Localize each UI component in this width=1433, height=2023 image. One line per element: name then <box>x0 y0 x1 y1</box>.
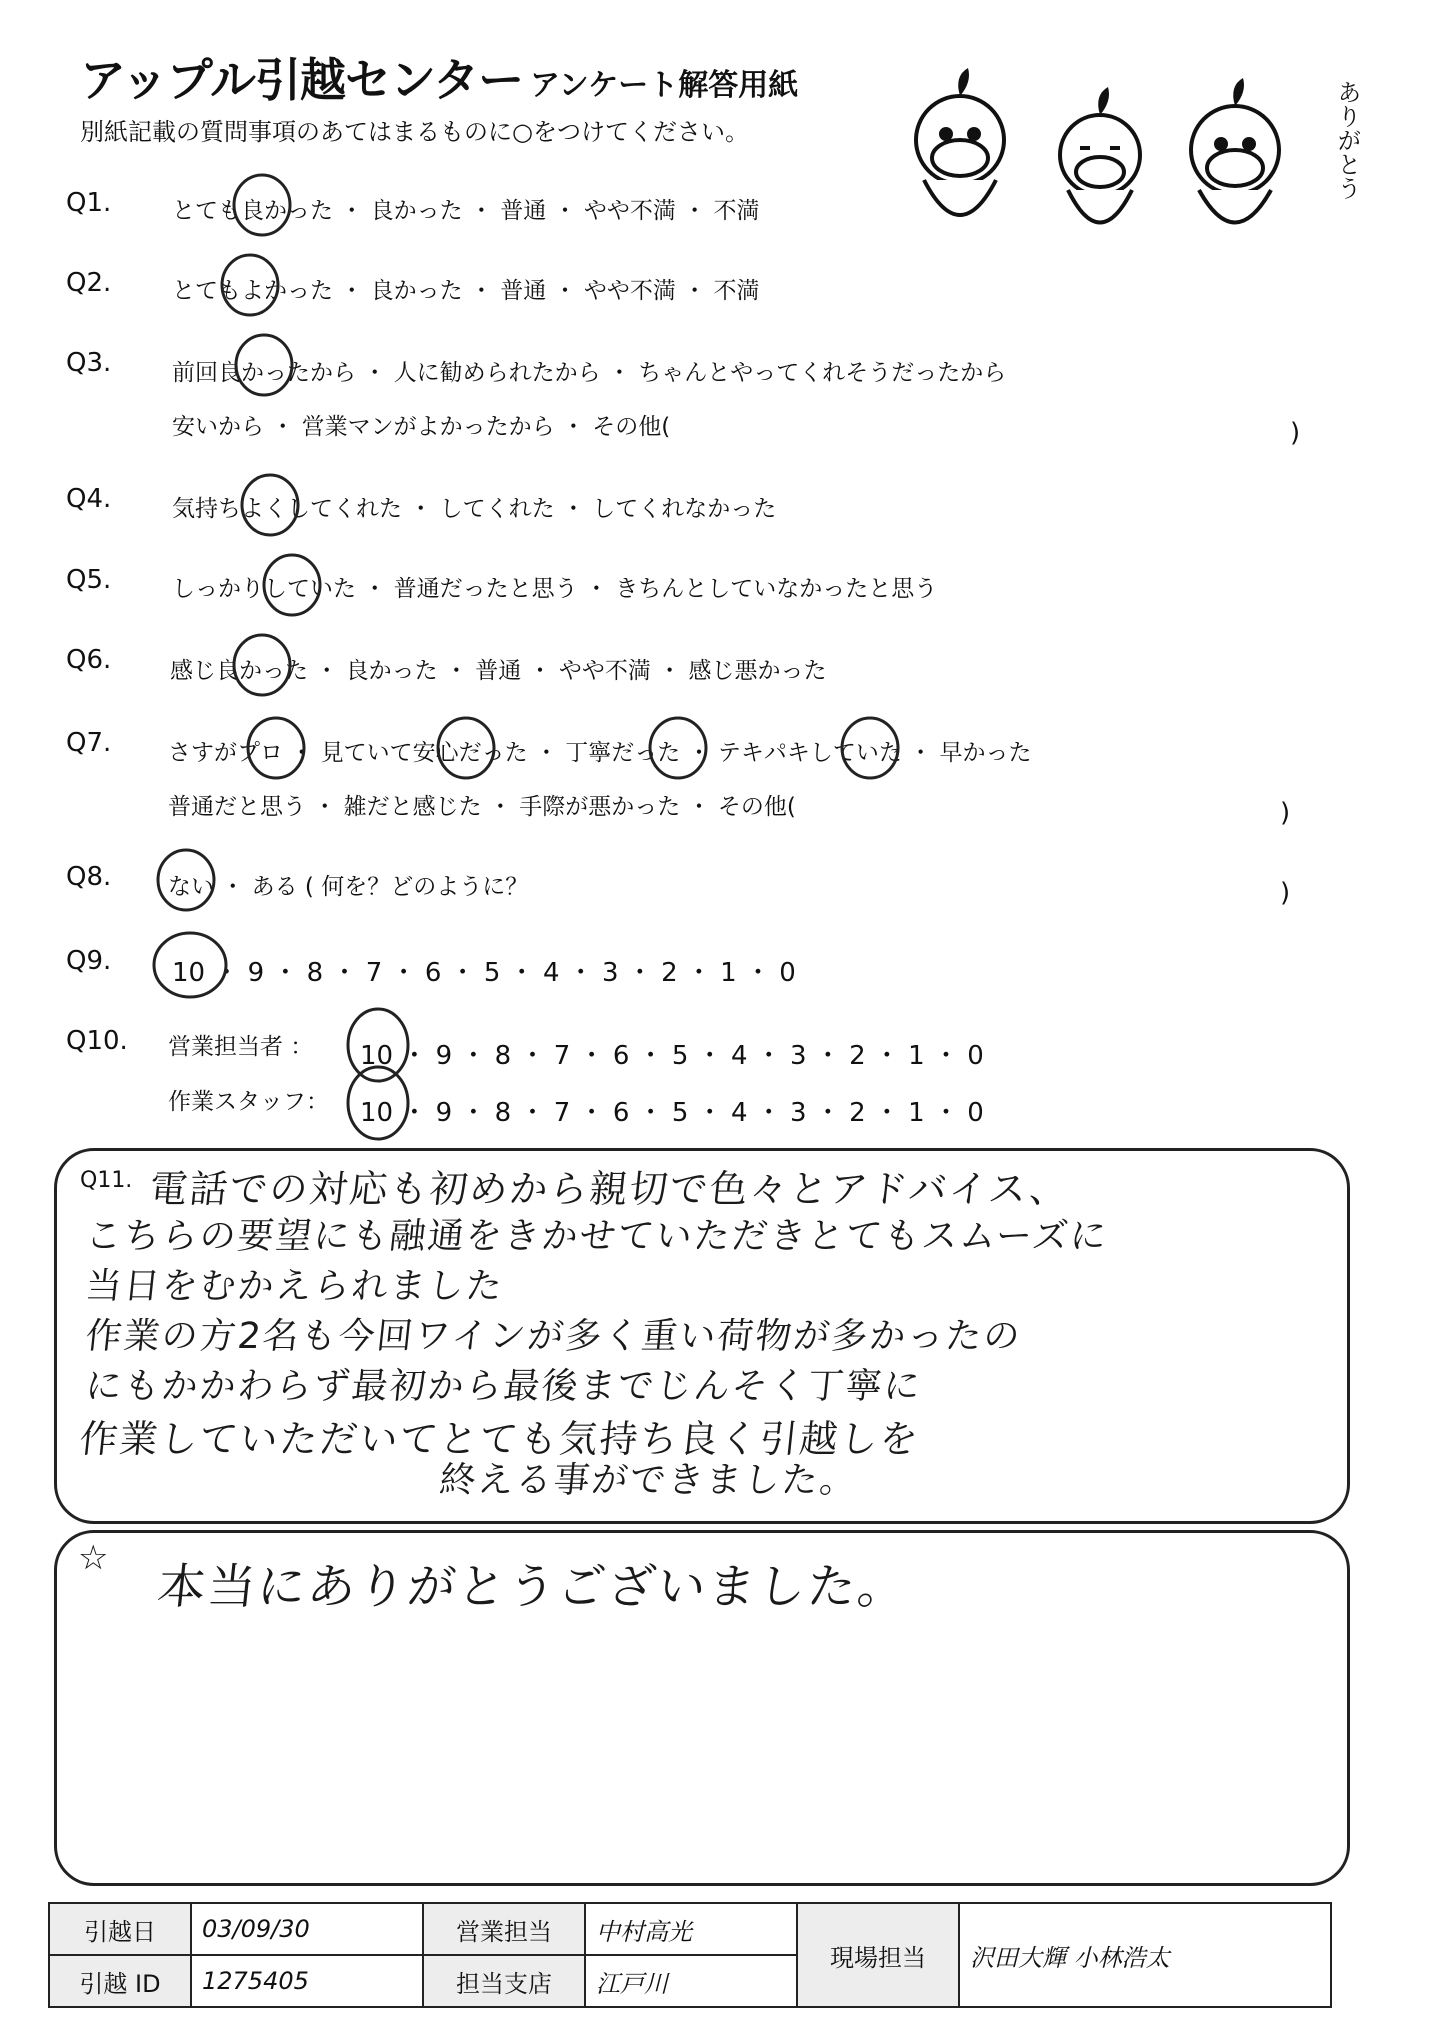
q11-line-4: 作業の方2名も今回ワインが多く重い荷物が多かったの <box>83 1316 1024 1357</box>
star-icon: ☆ <box>78 1538 109 1578</box>
q8-close-paren: ) <box>1280 878 1291 908</box>
q8-answer-circle <box>158 850 214 910</box>
q1-label: Q1. <box>66 188 112 218</box>
q8-options: ない ・ ある ( 何を？どのように？ <box>168 874 529 900</box>
q10-sales-answer-circle <box>348 1009 408 1081</box>
extra-comment-text: 本当にありがとうございました。 <box>154 1559 911 1615</box>
q3-answer-circle <box>236 335 292 395</box>
q7-options-line2: 普通だと思う ・ 雑だと感じた ・ 手際が悪かった ・ その他( <box>168 794 796 820</box>
branch-label: 担当支店 <box>423 1955 585 2007</box>
move-info-table <box>48 1902 1332 2008</box>
company-title: アップル引越センター <box>80 53 524 107</box>
q7-answer-circle-3 <box>650 718 706 778</box>
q3-options-line2: 安いから ・ 営業マンがよかったから ・ その他( <box>172 414 671 440</box>
q4-options: 気持ちよくしてくれた ・ してくれた ・ してくれなかった <box>172 496 777 522</box>
q7-answer-circle-1 <box>248 718 304 778</box>
site-staff-names: 沢田大輝 小林浩太 <box>959 1903 1331 2007</box>
q6-label: Q6. <box>66 645 112 675</box>
branch-name: 江戸川 <box>585 1955 797 2007</box>
q3-close-paren: ) <box>1290 418 1301 448</box>
q1-answer-circle <box>234 175 290 235</box>
sales-rep-name: 中村高光 <box>585 1903 797 1955</box>
q7-answer-circle-4 <box>842 718 898 778</box>
move-id-value: 1275405 <box>191 1955 423 2007</box>
q6-answer-circle <box>234 635 290 695</box>
q10-sales-label: 営業担当者 ： <box>168 1034 314 1060</box>
q5-options: しっかりしていた ・ 普通だったと思う ・ きちんとしていなかったと思う <box>172 576 938 602</box>
q10-staff-answer-circle <box>348 1067 408 1139</box>
q7-answer-circle-2 <box>438 718 494 778</box>
q9-answer-circle <box>154 933 226 997</box>
q10-sales-scale: 10 ・ 9 ・ 8 ・ 7 ・ 6 ・ 5 ・ 4 ・ 3 ・ 2 ・ 1 ・ 0 <box>360 1041 984 1071</box>
move-date-value: 03/09/30 <box>191 1903 423 1955</box>
q2-label: Q2. <box>66 268 112 298</box>
q11-line-7: 終える事ができました。 <box>437 1460 860 1501</box>
q11-label: Q11. <box>80 1168 133 1193</box>
q7-options-line1: さすがプロ ・ 見ていて安心だった ・ 丁寧だった ・ テキパキしていた ・ 早かった <box>168 740 1032 766</box>
q5-label: Q5. <box>66 565 112 595</box>
move-date-label: 引越日 <box>49 1903 191 1955</box>
q11-line-6: 作業していただいてとても気持ち良く引越しを <box>77 1417 922 1461</box>
q10-staff-label: 作業スタッフ： <box>168 1089 329 1115</box>
q11-line-1: 電話での対応も初めから親切で色々とアドバイス、 <box>147 1167 1072 1211</box>
q11-line-5: にもかかわらず最初から最後までじんそく丁寧に <box>83 1366 924 1407</box>
q9-scale: 10 ・ 9 ・ 8 ・ 7 ・ 6 ・ 5 ・ 4 ・ 3 ・ 2 ・ 1 ・ 0 <box>172 958 796 988</box>
move-id-label: 引越 ID <box>49 1955 191 2007</box>
q10-staff-scale: 10 ・ 9 ・ 8 ・ 7 ・ 6 ・ 5 ・ 4 ・ 3 ・ 2 ・ 1 ・ 0 <box>360 1098 984 1128</box>
site-staff-label: 現場担当 <box>797 1903 959 2007</box>
q6-options: 感じ良かった ・ 良かった ・ 普通 ・ やや不満 ・ 感じ悪かった <box>170 658 827 684</box>
q3-label: Q3. <box>66 348 112 378</box>
q3-options-line1: 前回良かったから ・ 人に勧められたから ・ ちゃんとやってくれそうだったから <box>172 360 1007 386</box>
q10-label: Q10. <box>66 1026 128 1056</box>
q4-answer-circle <box>242 475 298 535</box>
q2-answer-circle <box>222 255 278 315</box>
q8-label: Q8. <box>66 862 112 892</box>
thanks-vertical-text: ありがとう <box>1333 80 1361 200</box>
sales-rep-label: 営業担当 <box>423 1903 585 1955</box>
q11-line-2: こちらの要望にも融通をきかせていただきとてもスムーズに <box>83 1216 1111 1257</box>
q7-close-paren: ) <box>1280 798 1291 828</box>
instruction-text: 別紙記載の質問事項のあてはまるものに○をつけてください。 <box>80 118 749 146</box>
form-subtitle: アンケート解答用紙 <box>530 68 799 103</box>
q4-label: Q4. <box>66 484 112 514</box>
q11-line-3: 当日をむかえられました <box>83 1266 506 1307</box>
q1-options: とても良かった ・ 良かった ・ 普通 ・ やや不満 ・ 不満 <box>172 198 760 224</box>
q9-label: Q9. <box>66 946 112 976</box>
q2-options: とてもよかった ・ 良かった ・ 普通 ・ やや不満 ・ 不満 <box>172 278 760 304</box>
q7-label: Q7. <box>66 728 112 758</box>
q5-answer-circle <box>264 555 320 615</box>
